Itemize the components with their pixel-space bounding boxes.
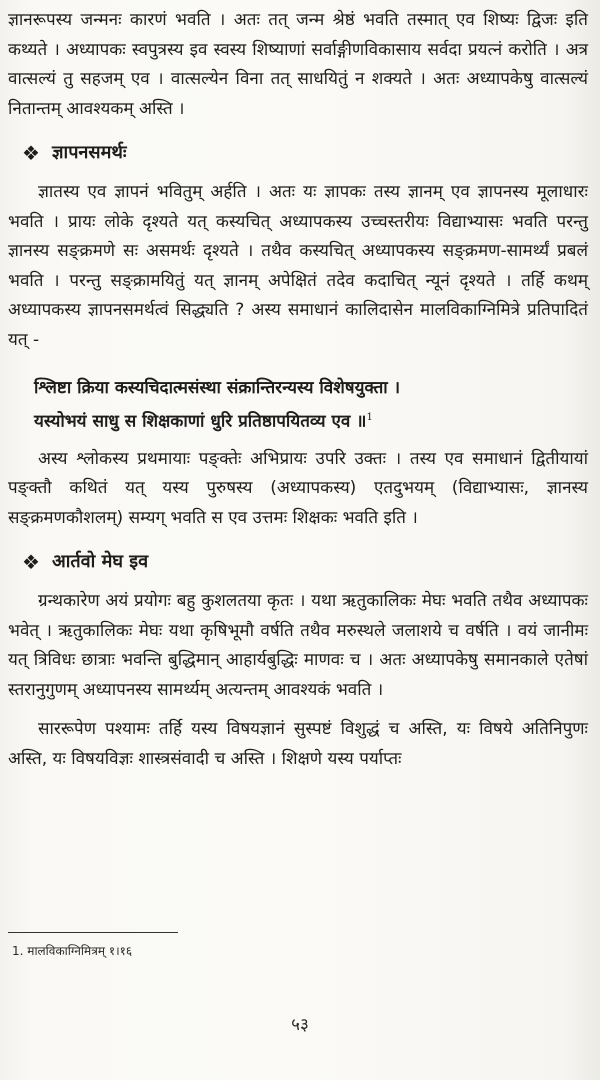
- section-heading-label: ज्ञापनसमर्थः: [52, 142, 127, 163]
- verse-line-2: [34, 403, 588, 437]
- paragraph-4: ग्रन्थकारेण अयं प्रयोगः बहु कुशलतया कृतः । यथा ऋतुकालिकः मेघः भवति तथैव अध्यापकः भवेत् । ऋतुकालिकः मेघः यथा कृषिभूमौ वर्षति तथैव मरुस्थले जलाशये च वर्षति । वयं जानीमः यत् त्रिविधः छात्राः भवन्ति बुद्धिमान् आहार्यबुद्धिः माणवः च । अतः अध्यापकेषु समानकाले एतेषां स्तरानुगुणम् अध्यापनस्य सामर्थ्यम् अत्यन्तम् आवश्यकं भवति ।: [8, 591, 588, 700]
- section-heading-label: आर्तवो मेघ इव: [52, 551, 149, 573]
- diamond-bullet-icon: ❖: [22, 141, 40, 165]
- section-heading-jnapana: [20, 138, 588, 168]
- page-content: [8, 6, 588, 774]
- paragraph-3: अस्य श्लोकस्य प्रथमायाः पङ्क्तेः अभिप्रायः उपरि उक्तः । तस्य एव समाधानं द्वितीयायां पङ्क्तौ कथितं यत् यस्य पुरुषस्य (अध्यापकस्य) एतदुभयम् (विद्याभ्यासः, ज्ञानस्य सङ्क्रमणकौशलम्) सम्यग् भवति स एव उत्तमः शिक्षकः भवति इति ।: [8, 448, 588, 528]
- paragraph-2: ज्ञातस्य एव ज्ञापनं भवितुम् अर्हति । अतः यः ज्ञापकः तस्य ज्ञानम् एव ज्ञापनस्य मूलाधारः भवति । प्रायः लोके दृश्यते यत् कस्यचित् अध्यापकस्य उच्चस्तरीयः विद्याभ्यासः भवति परन्तु ज्ञानस्य सङ्क्रमणे सः असमर्थः दृश्यते । तथैव कस्यचित् अध्यापकस्य सङ्क्रमण-सामर्थ्यं प्रबलं भवति । परन्तु सङ्क्रामयितुं यत् ज्ञानम् अपेक्षितं तदेव कदाचित् न्यूनं दृश्यते । तर्हि कथम् अध्यापकस्य ज्ञापनसमर्थत्वं सिद्ध्यति ? अस्य समाधानं कालिदासेन मालविकाग्निमित्रे प्रतिपादितं यत् -: [8, 182, 588, 350]
- section-heading-artavo: [20, 547, 588, 577]
- footnote-marker: 1: [366, 412, 373, 423]
- paragraph-5: साररूपेण पश्यामः तर्हि यस्य विषयज्ञानं सुस्पष्टं विशुद्धं च अस्ति, यः विषये अतिनिपुणः अस्ति, यः विषयविज्ञः शास्त्रसंवादी च अस्ति । शिक्षणे यस्य पर्याप्तः: [8, 719, 588, 769]
- paragraph-1: ज्ञानरूपस्य जन्मनः कारणं भवति । अतः तत् जन्म श्रेष्ठं भवति तस्मात् एव शिष्यः द्विजः इति कथ्यते । अध्यापकः स्वपुत्रस्य इव स्वस्य शिष्याणां सर्वाङ्गीणविकासाय सर्वदा प्रयत्नं करोति । अत्र वात्सल्यं तु सहजम् एव । वात्सल्येन विना तत् साधयितुं न शक्यते । अतः अध्यापकेषु वात्सल्यं नितान्तम् आवश्यकम् अस्ति ।: [8, 10, 588, 119]
- footnote: 1. मालविकाग्निमित्रम् १।१६: [12, 944, 133, 958]
- page-number: ५३: [291, 1015, 309, 1035]
- verse-line-1: श्लिष्टा क्रिया कस्यचिदात्मसंस्था संक्रान्तिरन्यस्य विशेषयुक्ता ।: [34, 378, 401, 398]
- diamond-bullet-icon: ❖: [22, 550, 40, 575]
- verse-line-2-text: यस्योभयं साधु स शिक्षकाणां धुरि प्रतिष्ठापयितव्य एव ॥: [34, 411, 367, 432]
- verse-block: [34, 373, 588, 437]
- footnote-divider: [8, 932, 178, 933]
